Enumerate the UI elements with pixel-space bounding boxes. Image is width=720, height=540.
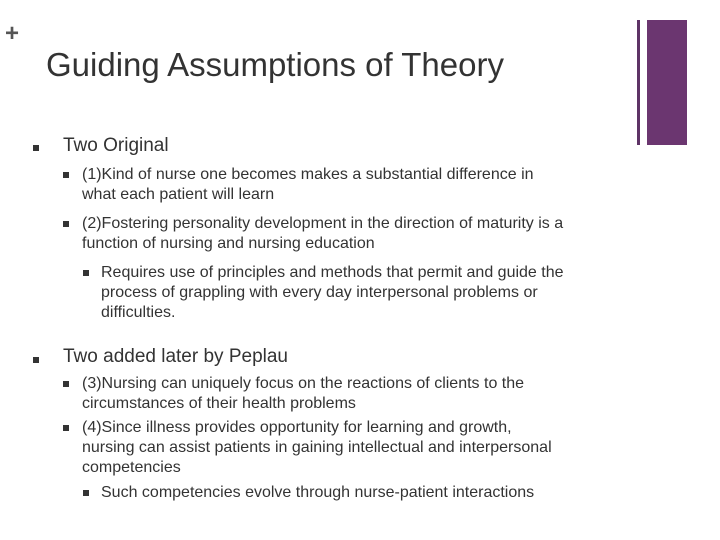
sub-bullet-4: [82, 418, 552, 478]
sub-bullet-4-line1: (4)Since illness provides opportunity for learning and growth,: [82, 419, 512, 436]
bullet-square-icon: [83, 490, 89, 496]
accent-bar-thin: [637, 20, 640, 145]
bullet-two-original: Two Original: [63, 135, 169, 156]
sub-sub-bullet-2a-line2: process of grappling with every day interpersonal problems or: [101, 284, 538, 301]
sub-sub-bullet-4a: Such competencies evolve through nurse-patient interactions: [101, 484, 535, 501]
sub-bullet-2-line2: function of nursing and nursing education: [82, 235, 375, 252]
plus-icon: +: [5, 20, 20, 47]
bullet-square-icon: [63, 172, 69, 178]
sub-bullet-1: [82, 165, 534, 205]
bullet-square-icon: [63, 221, 69, 227]
sub-sub-bullet-2a-line1: Requires use of principles and methods that permit and guide the: [101, 264, 564, 281]
sub-bullet-4-line3: competencies: [82, 459, 181, 476]
bullet-square-icon: [63, 381, 69, 387]
bullet-square-icon: [63, 425, 69, 431]
sub-bullet-2: [82, 214, 563, 254]
sub-bullet-3: [82, 374, 524, 414]
sub-bullet-1-line1: (1)Kind of nurse one becomes makes a substantial difference in: [82, 166, 534, 183]
accent-bar-thick: [647, 20, 687, 145]
sub-sub-bullet-2a-line3: difficulties.: [101, 304, 176, 321]
bullet-square-icon: [33, 357, 39, 363]
sub-bullet-3-line2: circumstances of their health problems: [82, 395, 356, 412]
sub-sub-bullet-2a: [101, 263, 564, 323]
sub-bullet-4-line2: nursing can assist patients in gaining intellectual and interpersonal: [82, 439, 552, 456]
sub-bullet-3-line1: (3)Nursing can uniquely focus on the reactions of clients to the: [82, 375, 525, 392]
bullet-square-icon: [33, 145, 39, 151]
bullet-two-added-later: Two added later by Peplau: [63, 346, 288, 367]
slide-title: Guiding Assumptions of Theory: [46, 46, 504, 83]
bullet-square-icon: [83, 270, 89, 276]
sub-bullet-1-line2: what each patient will learn: [82, 186, 275, 203]
sub-bullet-2-line1: (2)Fostering personality development in the direction of maturity is a: [82, 215, 564, 232]
